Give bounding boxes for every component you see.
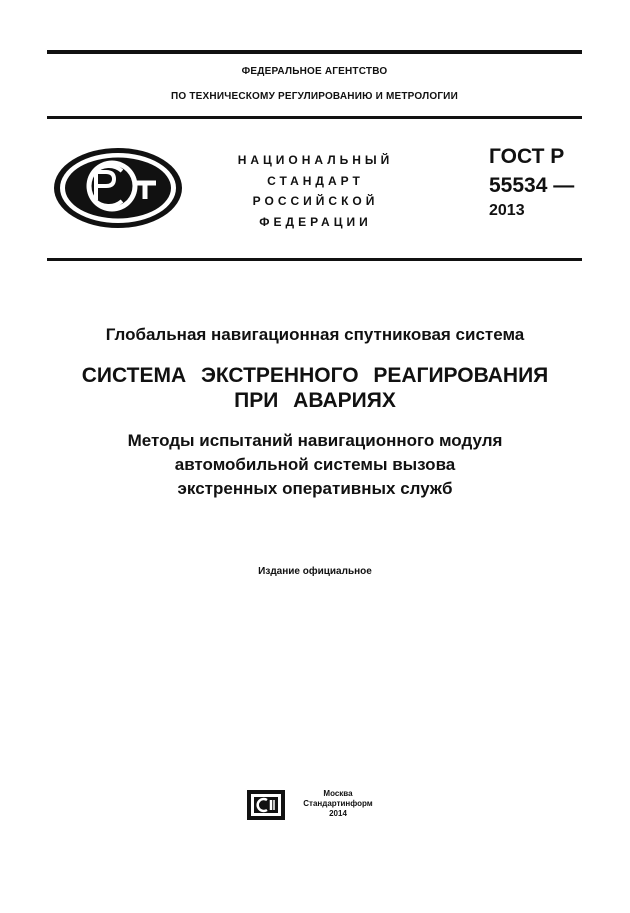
standartinform-logo-icon (247, 790, 285, 820)
main-title (0, 363, 630, 413)
subtitle (0, 429, 630, 501)
publisher-info (298, 789, 378, 819)
title-rule (47, 258, 582, 261)
national-standard-line-4: ФЕДЕРАЦИИ (259, 214, 372, 229)
main-title-line-1: СИСТЕМА ЭКСТРЕННОГО РЕАГИРОВАНИЯ (81, 364, 549, 387)
top-rule (47, 50, 582, 54)
agency-line-2: ПО ТЕХНИЧЕСКОМУ РЕГУЛИРОВАНИЮ И МЕТРОЛОГИИ (171, 91, 458, 102)
publisher-name: Стандартинформ (303, 799, 373, 808)
rst-certification-logo-icon (52, 146, 184, 230)
subtitle-line-3: экстренных оперативных служб (177, 479, 453, 498)
header-rule (47, 116, 582, 119)
national-standard-line-2: СТАНДАРТ (267, 173, 364, 188)
designation-line-1: ГОСТ Р (489, 145, 565, 168)
national-standard-line-3: РОССИЙСКОЙ (252, 194, 379, 208)
designation-line-3: 2013 (489, 202, 525, 219)
national-standard-label (218, 150, 413, 232)
subtitle-line-2: автомобильной системы вызова (174, 455, 456, 474)
edition-label: Издание официальное (258, 566, 372, 577)
agency-line-1: ФЕДЕРАЛЬНОЕ АГЕНТСТВО (241, 66, 388, 77)
publisher-city: Москва (323, 789, 353, 798)
main-title-line-2: ПРИ АВАРИЯХ (234, 389, 396, 412)
standard-designation (489, 142, 574, 221)
subtitle-line-1: Методы испытаний навигационного модуля (127, 431, 503, 450)
general-title: Глобальная навигационная спутниковая система (105, 325, 525, 344)
national-standard-line-1: НАЦИОНАЛЬНЫЙ (237, 153, 394, 167)
publisher-year: 2014 (329, 809, 347, 818)
designation-line-2: 55534 — (489, 174, 575, 197)
